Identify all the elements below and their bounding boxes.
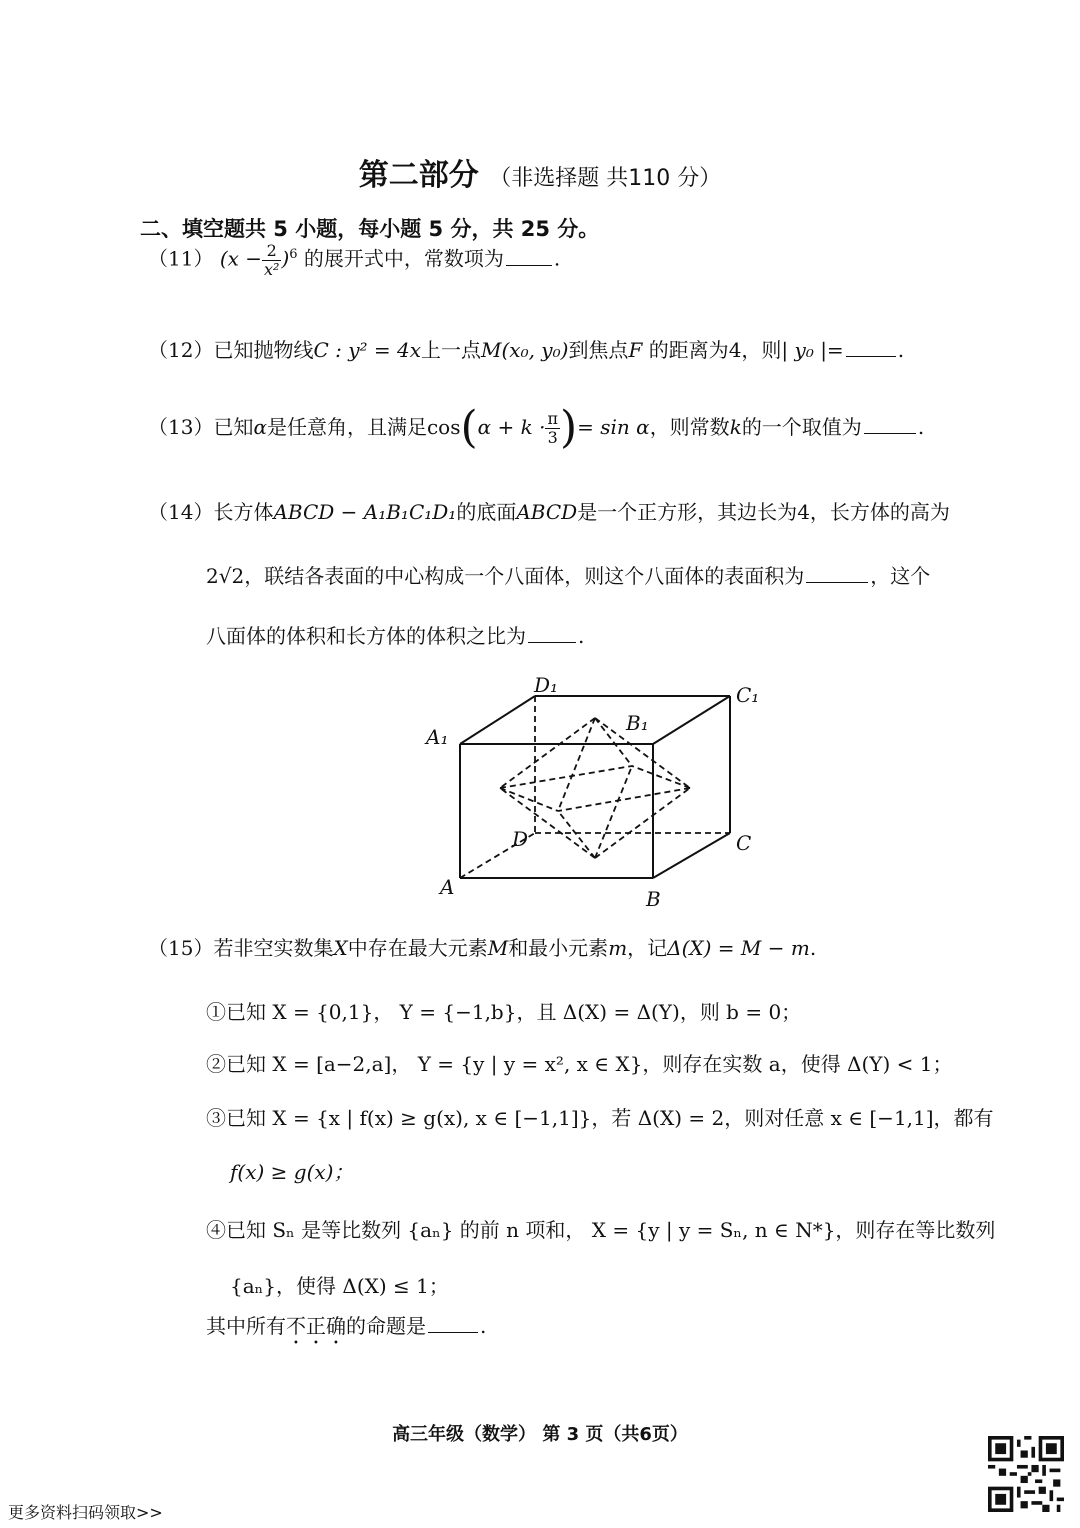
- label-A: A: [440, 875, 455, 899]
- edge-B1C1: [653, 696, 730, 744]
- question-14-line2: 2√2，联结各表面的中心构成一个八面体，则这个八面体的表面积为 ，这个: [206, 564, 931, 588]
- section-heading: 二、填空题共 5 小题，每小题 5 分，共 25 分。: [140, 217, 600, 241]
- part-subtitle: （非选择题 共110 分）: [489, 166, 722, 191]
- statement-2: ②已知 X = [a−2,a]， Y = {y | y = x², x ∈ X}，则存在实数 a，使得 Δ(Y) < 1；: [206, 1052, 953, 1076]
- octa-edge: [500, 766, 632, 788]
- question-text: 的展开式中，常数项为: [303, 246, 504, 271]
- more-resources-link[interactable]: 更多资料扫码领取>>: [8, 1503, 163, 1522]
- answer-blank: [528, 624, 576, 643]
- octa-edge: [500, 788, 558, 811]
- cuboid-octahedron-figure: [420, 668, 780, 918]
- label-C: C: [736, 831, 752, 855]
- label-B: B: [646, 887, 661, 911]
- octa-edge: [558, 788, 690, 811]
- page-footer: 高三年级（数学） 第 3 页（共6页）: [392, 1424, 688, 1445]
- octa-edge: [500, 718, 595, 788]
- fraction: $\frac{2}{\text{x²}}$: [264, 241, 280, 279]
- question-number: （13）: [148, 414, 214, 439]
- question-number: （12）: [148, 338, 214, 362]
- part-title: 第二部分: [358, 158, 479, 193]
- qr-code: [988, 1436, 1064, 1512]
- statement-1: ①已知 X = {0,1}， Y = {−1,b}，且 Δ(X) = Δ(Y)，则 b = 0；: [206, 1000, 802, 1024]
- question-number: （14）: [148, 500, 214, 524]
- answer-blank: [806, 564, 868, 583]
- answer-blank: [428, 1314, 478, 1333]
- closing-question: 其中所有不正确的命题是 .: [206, 1314, 487, 1338]
- question-15: （15）若非空实数集X中存在最大元素M和最小元素m，记Δ(X) = M − m.: [148, 936, 817, 960]
- question-11: （11） (x − $\frac{2}{\text{x²}}$ )$^6$ 的展开式中，常数项为 .: [148, 241, 561, 279]
- label-B1: B₁: [626, 711, 649, 735]
- edge-BC: [653, 833, 730, 878]
- statement-4-cont: {aₙ}，使得 Δ(X) ≤ 1；: [230, 1274, 449, 1298]
- answer-blank: [864, 415, 916, 434]
- question-13: （13）已知α是任意角，且满足cos(α + k · $\frac{\pi}{3}$ )= sin α，则常数k的一个取值为 .: [148, 402, 925, 453]
- label-A1: A₁: [426, 725, 449, 749]
- statement-3-cont: f(x) ≥ g(x)；: [230, 1160, 354, 1184]
- question-number: （15）: [148, 936, 214, 960]
- statement-4: ④已知 Sₙ 是等比数列 {aₙ} 的前 n 项和， X = {y | y = Sₙ, n ∈ N*}，则存在等比数列: [206, 1218, 996, 1242]
- page-title: [0, 150, 1080, 194]
- emphasized-text: 不正确: [286, 1314, 346, 1338]
- edge-A1D1: [460, 696, 535, 744]
- label-C1: C₁: [736, 683, 760, 707]
- label-D1: D₁: [534, 673, 559, 697]
- fraction: $\frac{\pi}{3}$: [547, 409, 558, 447]
- answer-blank: [846, 338, 896, 357]
- statement-3: ③已知 X = {x | f(x) ≥ g(x), x ∈ [−1,1]}，若 Δ(X) = 2，则对任意 x ∈ [−1,1]，都有: [206, 1106, 994, 1130]
- answer-blank: [506, 247, 552, 266]
- label-D: D: [512, 827, 529, 851]
- octa-edge: [595, 788, 690, 858]
- question-14: （14）长方体ABCD − A₁B₁C₁D₁的底面ABCD是一个正方形，其边长为4，长方体的高为: [148, 500, 950, 524]
- question-12: （12）已知抛物线C : y² = 4x上一点M(x₀, y₀)到焦点F 的距离为4，则| y₀ |= .: [148, 338, 905, 362]
- octa-edge: [632, 766, 690, 788]
- question-14-line3: 八面体的体积和长方体的体积之比为 .: [206, 624, 585, 648]
- octa-edge: [558, 811, 595, 858]
- question-number: （11）: [148, 246, 214, 271]
